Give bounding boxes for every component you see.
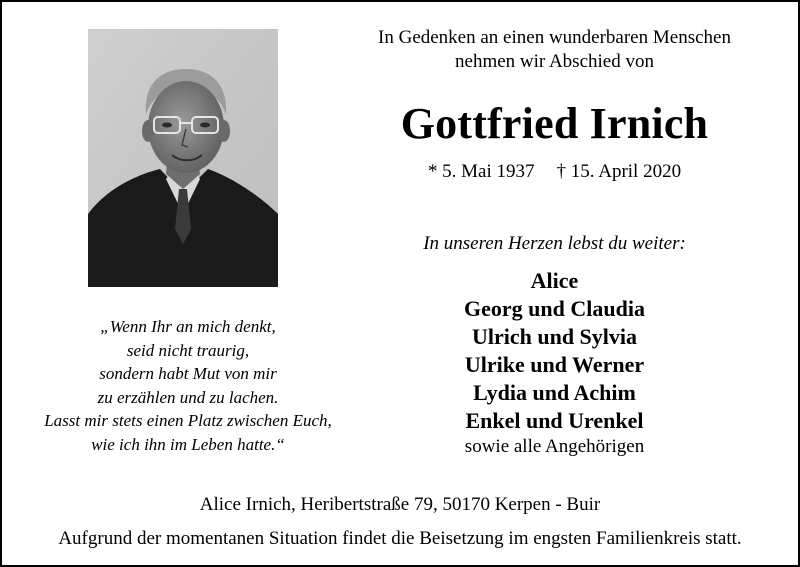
mourner-name: Georg und Claudia: [464, 296, 645, 321]
poem-line: zu erzählen und zu lachen.: [97, 387, 279, 407]
mourner-name: Alice: [530, 268, 579, 293]
poem-line: Lasst mir stets einen Platz zwischen Euch,: [44, 411, 332, 431]
relatives-line: sowie alle Angehörigen: [464, 436, 645, 457]
poem-line: wie ich ihn im Leben hatte.“: [91, 434, 285, 454]
contact-address: Alice Irnich, Heribertstraße 79, 50170 Kerpen - Buir: [199, 494, 601, 515]
mourner-name: Enkel und Urenkel: [465, 408, 644, 433]
mourner-name: Ulrich und Sylvia: [471, 324, 638, 349]
memorial-poem: [18, 315, 358, 457]
poem-line: seid nicht traurig,: [126, 340, 250, 360]
mourner-name: Ulrike und Werner: [464, 352, 645, 377]
motto-text: In unseren Herzen lebst du weiter:: [423, 233, 686, 254]
poem-line: „Wenn Ihr an mich denkt,: [100, 317, 276, 336]
death-date: † 15. April 2020: [556, 161, 682, 182]
intro-text: [342, 26, 767, 74]
intro-line: In Gedenken an einen wunderbaren Menschen: [378, 27, 731, 48]
poem-line: sondern habt Mut von mir: [99, 364, 277, 384]
deceased-name: Gottfried Irnich: [400, 99, 709, 148]
intro-line: nehmen wir Abschied von: [455, 51, 654, 72]
portrait-photo: [88, 29, 278, 287]
mourner-name: Lydia und Achim: [473, 380, 636, 405]
birth-date: * 5. Mai 1937: [427, 161, 535, 182]
life-dates: [342, 159, 767, 185]
burial-notice: Aufgrund der momentanen Situation findet die Beisetzung im engsten Familienkreis statt.: [58, 528, 742, 549]
mourners-list: [342, 267, 767, 459]
